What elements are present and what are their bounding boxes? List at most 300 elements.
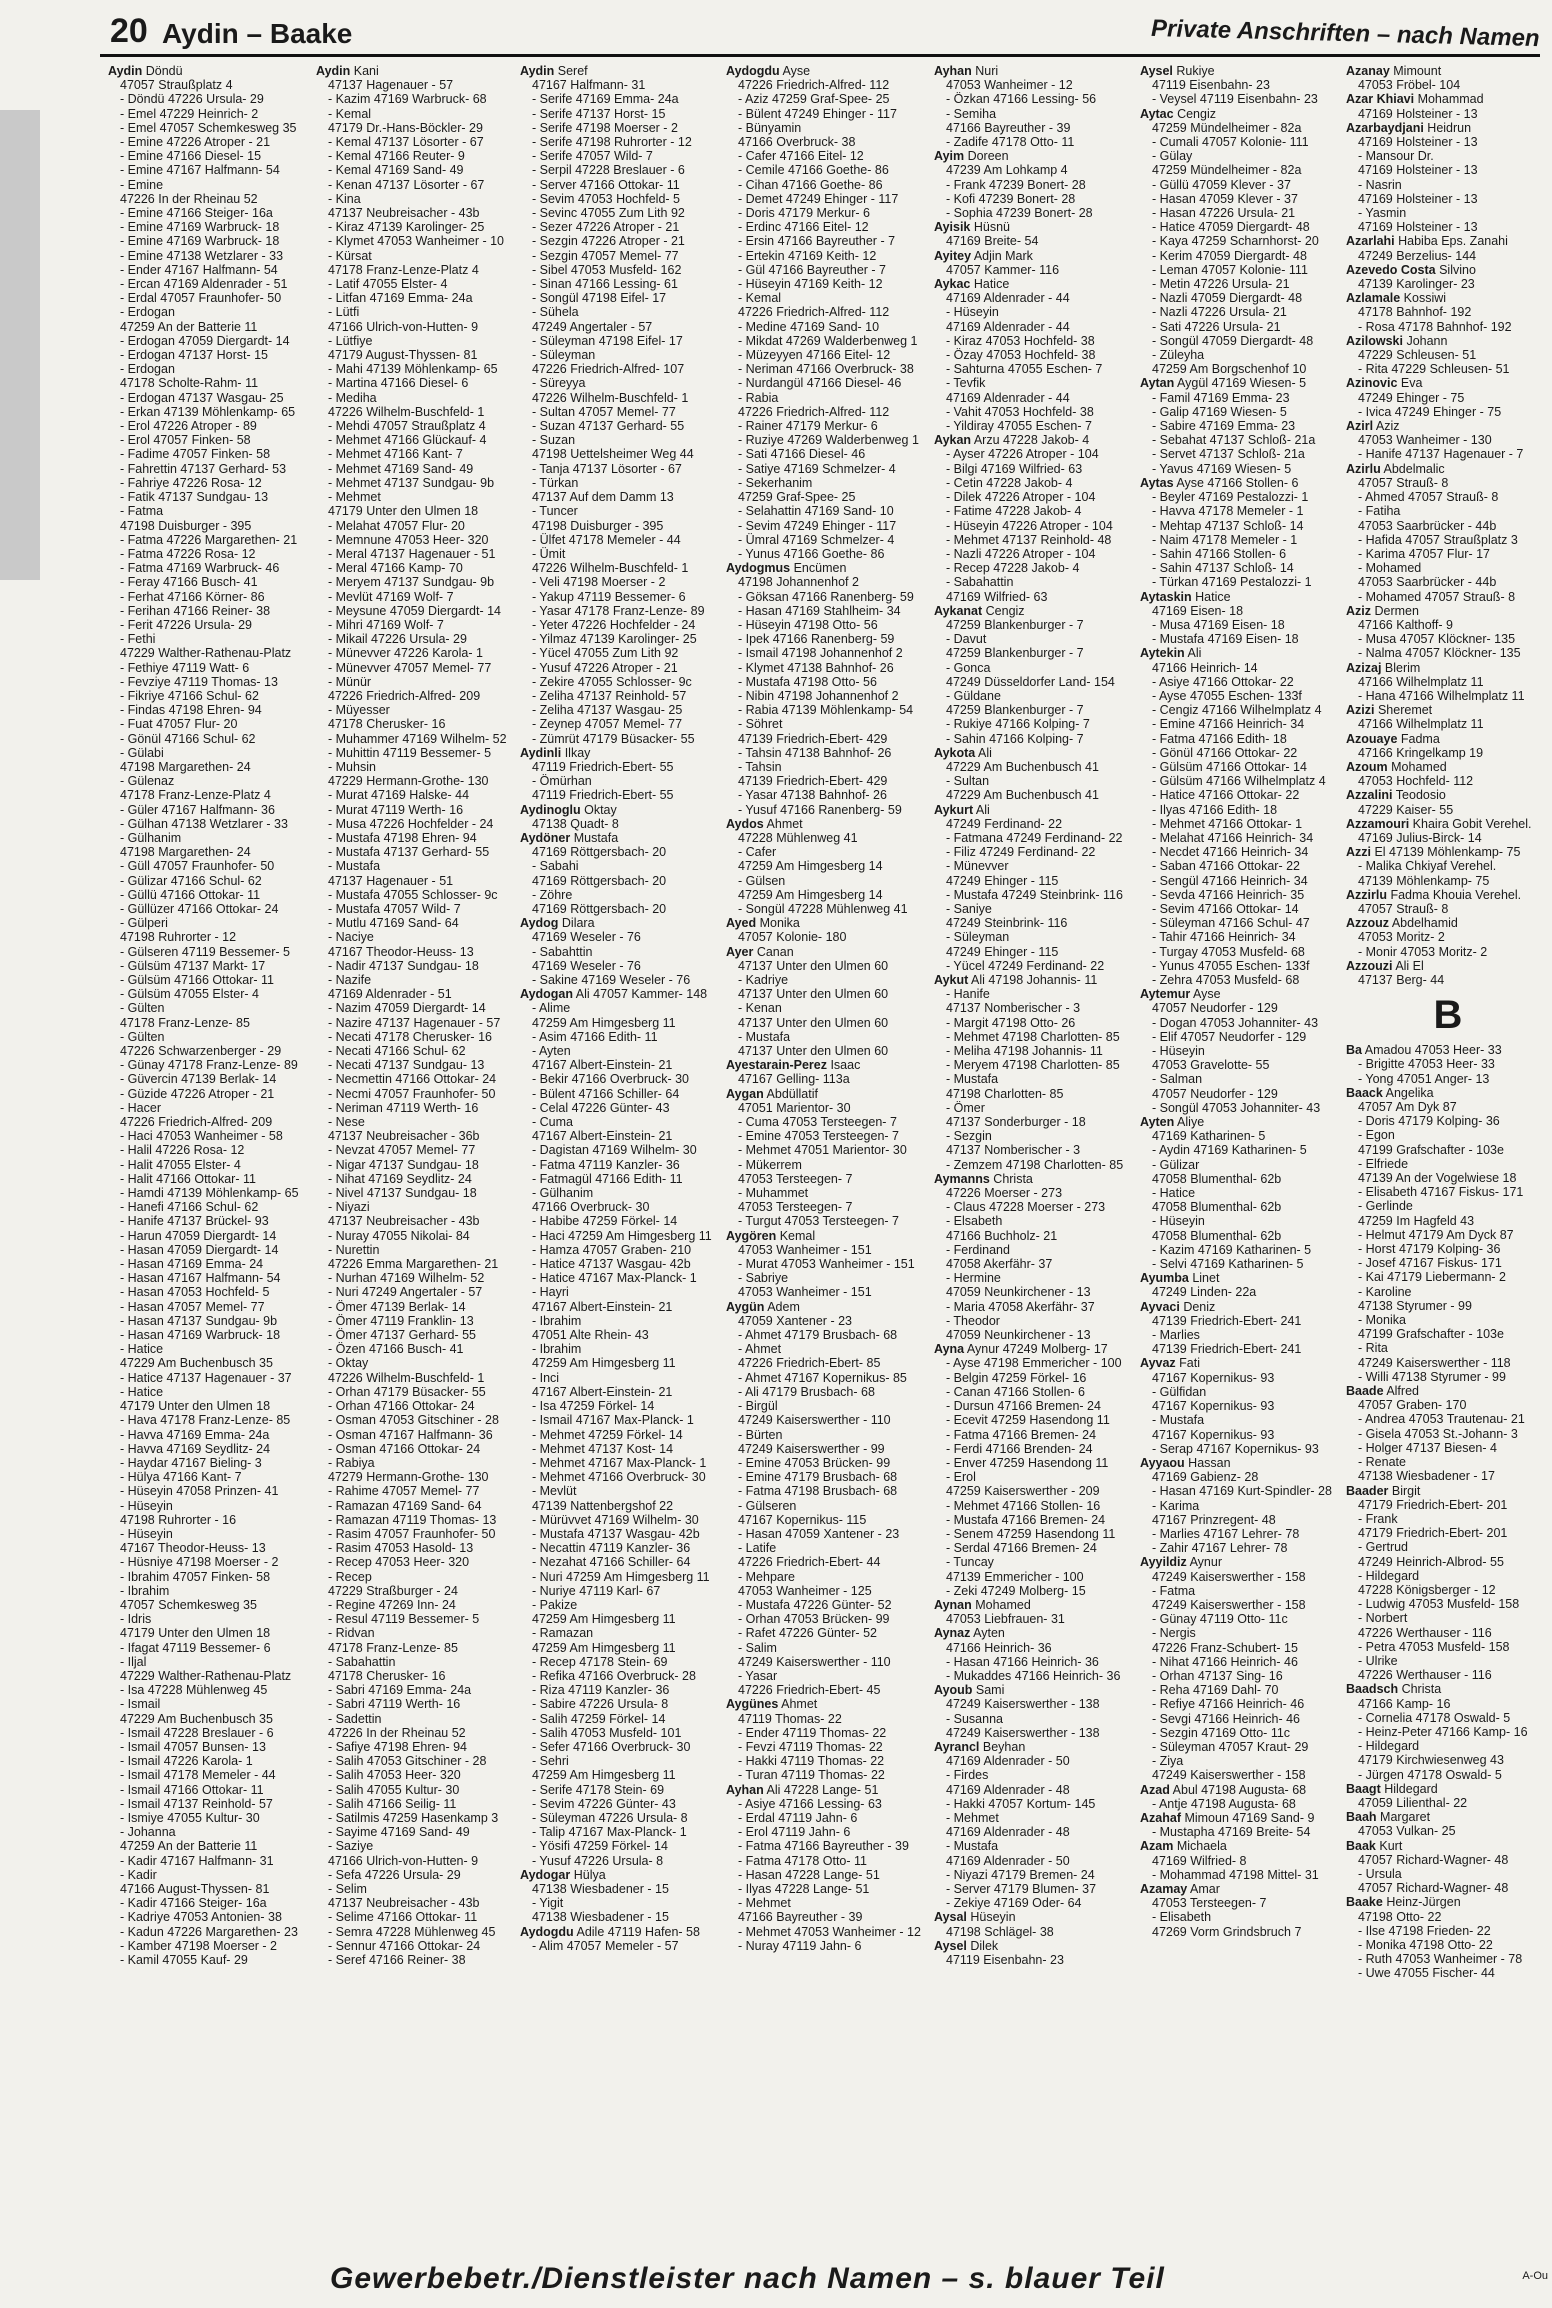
directory-line: - Hanife 47137 Brückel- 93	[120, 1214, 269, 1229]
directory-line: 47229 Am Buchenbusch 41	[946, 788, 1099, 803]
directory-line: - Birgül	[738, 1399, 778, 1414]
directory-line: - Hamza 47057 Graben- 210	[532, 1242, 692, 1257]
directory-line: - Mikdat 47269 Walderbenweg 1	[738, 333, 918, 348]
directory-line: 47057 Kolonie- 180	[738, 930, 847, 945]
directory-line: - Sabahattin	[946, 575, 1014, 590]
directory-line: - Cengiz 47166 Wilhelmplatz 4	[1152, 703, 1322, 718]
directory-line: - Sultan	[946, 774, 990, 789]
directory-line: - Mehmet	[946, 1810, 999, 1825]
directory-line: - Havva 47178 Memeler - 1	[1152, 504, 1304, 519]
directory-line: 47167 Albert-Einstein- 21	[532, 1058, 673, 1073]
directory-line: 47058 Akerfähr- 37	[946, 1257, 1053, 1272]
directory-line: 47166 Ulrich-von-Hutten- 9	[328, 1853, 479, 1868]
directory-line: - Recep	[328, 1569, 372, 1584]
directory-line: - Ahmed 47057 Strauß- 8	[1358, 490, 1499, 505]
directory-line: - Fevziye 47119 Thomas- 13	[120, 674, 278, 689]
directory-line: - Gerlinde	[1358, 1199, 1413, 1214]
surname: Aygün	[726, 1299, 765, 1314]
directory-line: - Mehmet 47137 Sundgau- 9b	[328, 475, 495, 490]
directory-line: - Ismail 47226 Karola- 1	[120, 1754, 253, 1769]
directory-line: - Mehmet 47166 Kant- 7	[328, 447, 463, 462]
directory-line: - Ilse 47198 Frieden- 22	[1358, 1923, 1491, 1938]
directory-line: - Erdinc 47166 Eitel- 12	[738, 220, 869, 235]
directory-line: 47259 An der Batterie 11	[120, 319, 258, 334]
surname: Azlamale	[1346, 291, 1401, 306]
directory-line: - Elisabeth	[1152, 1910, 1212, 1925]
directory-column	[108, 64, 312, 2244]
directory-line: - Satiye 47169 Schmelzer- 4	[738, 461, 896, 476]
directory-line: - Ilyas 47228 Lange- 51	[738, 1882, 870, 1896]
surname-entry: Aygören Kemal	[726, 1228, 816, 1243]
directory-line: 47169 Wilfried- 63	[946, 589, 1048, 604]
surname-entry: Aydogdu Adile 47119 Hafen- 58	[520, 1924, 700, 1939]
directory-line: 47053 Wanheimer - 125	[738, 1583, 872, 1598]
directory-line: - Sahin 47137 Schloß- 14	[1152, 561, 1294, 576]
directory-line: - Hüseyin 47198 Otto- 56	[738, 617, 878, 632]
directory-line: - Sabire 47169 Emma- 23	[1152, 419, 1296, 434]
directory-line: - Erdogan 47137 Horst- 15	[120, 348, 269, 363]
directory-line: - Davut	[946, 632, 987, 647]
directory-column	[1346, 64, 1550, 2244]
directory-line: - Sennur 47166 Ottokar- 24	[328, 1938, 481, 1953]
directory-line: - Niyazi 47179 Bremen- 24	[946, 1867, 1095, 1882]
surname-entry: Baah Margaret	[1346, 1810, 1431, 1825]
directory-line: - Erol 47119 Jahn- 6	[738, 1825, 851, 1840]
directory-line: 47179 Unter den Ulmen 18	[328, 504, 479, 519]
directory-line: - Sezgin 47169 Otto- 11c	[1152, 1725, 1291, 1740]
directory-line: - Mehmet 47137 Kost- 14	[532, 1441, 674, 1456]
directory-line: - Hatice	[1152, 1186, 1196, 1201]
directory-line: - Salim	[738, 1640, 777, 1655]
page-header	[100, 8, 1540, 57]
directory-line: 47053 Liebfrauen- 31	[946, 1612, 1065, 1627]
directory-line: - Monika	[1358, 1313, 1406, 1328]
directory-line: 47169 Aldenrader - 44	[946, 390, 1070, 405]
directory-line: - Emine 47053 Brücken- 99	[738, 1455, 891, 1470]
directory-line: - Mehmet 47051 Marientor- 30	[738, 1143, 907, 1158]
directory-line: - Serife 47198 Ruhrorter - 12	[532, 135, 692, 150]
directory-line: - Osman 47053 Gitschiner - 28	[328, 1413, 499, 1428]
surname: Aykut	[934, 973, 969, 987]
directory-line: 47229 Schleusen- 51	[1358, 348, 1477, 363]
surname: Aytan	[1140, 376, 1175, 391]
directory-line: - Muhammer 47169 Wilhelm- 52	[328, 731, 507, 746]
directory-line: 47249 Kaiserswerther - 158	[1152, 1569, 1306, 1584]
directory-line: - Sinan 47166 Lessing- 61	[532, 277, 678, 292]
directory-line: - Naciye	[328, 930, 374, 945]
directory-line: - Server 47179 Blumen- 37	[946, 1882, 1097, 1896]
directory-line: 47249 Steinbrink- 116	[946, 916, 1068, 931]
directory-line: - Fethiye 47119 Watt- 6	[120, 660, 250, 675]
directory-line: - Sevinc 47055 Zum Lith 92	[532, 206, 685, 221]
directory-line: 47229 Am Buchenbusch 35	[120, 1356, 273, 1371]
surname: Aydogdu	[726, 64, 780, 78]
directory-line: - Cornelia 47178 Oswald- 5	[1358, 1710, 1511, 1725]
directory-line: - Fatma 47226 Rosa- 12	[120, 546, 256, 561]
directory-line: - Nihat 47169 Seydlitz- 24	[328, 1171, 472, 1186]
directory-line: - Yasmin	[1358, 206, 1407, 221]
directory-line: - Mehmet 47166 Glückauf- 4	[328, 433, 487, 448]
directory-line: - Nezahat 47166 Schiller- 64	[532, 1555, 691, 1570]
directory-line: - Meral 47166 Kamp- 70	[328, 561, 463, 576]
surname: Aysel	[1140, 64, 1173, 78]
directory-line: - Tahsin	[738, 759, 782, 774]
directory-line: - Ipek 47166 Ranenberg- 59	[738, 632, 895, 647]
directory-line: 47166 Wilhelmplatz 11	[1358, 717, 1484, 732]
directory-line: - Renate	[1358, 1455, 1406, 1470]
directory-line: - Senem 47259 Hasendong 11	[946, 1526, 1116, 1541]
directory-line: - Jürgen 47178 Oswald- 5	[1358, 1767, 1502, 1782]
directory-line: - Asim 47166 Edith- 11	[532, 1029, 658, 1044]
directory-line: - Süleyman	[532, 348, 596, 363]
directory-line: - Ersin 47166 Bayreuther - 7	[738, 234, 896, 249]
directory-line: - Gülizar 47166 Schul- 62	[120, 873, 262, 888]
directory-line: - Firdes	[946, 1768, 989, 1783]
directory-line: - Ömürhan	[532, 774, 592, 789]
directory-line: - Yunus 47055 Eschen- 133f	[1152, 958, 1310, 973]
directory-line: - Emine 47138 Wetzlarer - 33	[120, 248, 284, 263]
directory-line: - Rafet 47226 Günter- 52	[738, 1626, 877, 1641]
directory-line: - Refika 47166 Overbruck- 28	[532, 1668, 696, 1683]
directory-line: - Melahat 47166 Heinrich- 34	[1152, 830, 1314, 845]
directory-line: 47166 Kalthoff- 9	[1358, 617, 1453, 632]
directory-line: - Zeki 47249 Molberg- 15	[946, 1583, 1086, 1598]
directory-line: - Mustafa 47226 Günter- 52	[738, 1597, 892, 1612]
directory-line: - Idris	[120, 1612, 152, 1627]
directory-line: 47057 Neudorfer - 129	[1152, 1086, 1278, 1101]
directory-line: - Nuriye 47119 Karl- 67	[532, 1583, 661, 1598]
directory-line: - Ismail 47166 Ottokar- 11	[120, 1782, 264, 1797]
directory-line: - Hanife	[946, 987, 990, 1002]
directory-line: - Elif 47057 Neudorfer - 129	[1152, 1029, 1307, 1044]
directory-line: - Nibin 47198 Johannenhof 2	[738, 688, 899, 703]
surname: Aydin	[316, 64, 351, 78]
surname-entry: Aydos Ahmet	[726, 816, 803, 831]
directory-line: - Ender 47119 Thomas- 22	[738, 1725, 887, 1740]
directory-line: 47137 Unter den Ulmen 60	[738, 987, 889, 1002]
directory-line: - Galip 47169 Wiesen- 5	[1152, 404, 1287, 419]
directory-line: - Muhsin	[328, 759, 376, 774]
directory-line: - Kemal	[738, 291, 782, 306]
directory-line: - Ilyas 47166 Edith- 18	[1152, 802, 1278, 817]
directory-line: - Josef 47167 Fiskus- 171	[1358, 1256, 1502, 1271]
surname-entry: Aykut Ali 47198 Johannis- 11	[934, 973, 1098, 987]
directory-line: - Mikail 47226 Ursula- 29	[328, 632, 467, 647]
directory-line: - Mediha	[328, 390, 377, 405]
directory-line: 47249 Kaiserswerther - 99	[738, 1441, 885, 1456]
directory-line: - Ismail 47178 Memeler - 44	[120, 1768, 276, 1783]
directory-line: - Gülten	[120, 1029, 165, 1044]
directory-line: - Norbert	[1358, 1611, 1408, 1626]
surname-entry: Aytas Ayse 47166 Stollen- 6	[1140, 475, 1299, 490]
surname: Aydin	[108, 64, 143, 78]
directory-line: 47226 Friedrich-Alfred- 209	[120, 1115, 273, 1130]
directory-line: 47226 Friedrich-Alfred- 209	[328, 688, 481, 703]
directory-line: - Necmi 47057 Fraunhofer- 50	[328, 1086, 496, 1101]
directory-line: 47167 Albert-Einstein- 21	[532, 1129, 673, 1144]
directory-line: - Ayser 47226 Atroper - 104	[946, 447, 1099, 462]
directory-line: 47198 Otto- 22	[1358, 1909, 1442, 1924]
directory-line: - Hüseyin	[1152, 1214, 1205, 1229]
surname: Baake	[1346, 1895, 1383, 1910]
directory-line: - Fahriye 47226 Rosa- 12	[120, 475, 262, 490]
directory-line: - Naim 47178 Memeler - 1	[1152, 532, 1298, 547]
directory-line: 47169 Holsteiner - 13	[1358, 135, 1478, 150]
surname: Aydos	[726, 816, 764, 831]
directory-line: - Fevzi 47119 Thomas- 22	[738, 1739, 883, 1754]
directory-line: 47119 Friedrich-Ebert- 55	[532, 788, 674, 803]
directory-line: - Erdogan 47137 Wasgau- 25	[120, 390, 284, 405]
directory-line: - Gülseren 47119 Bessemer- 5	[120, 944, 290, 959]
directory-line: - Türkan 47169 Pestalozzi- 1	[1152, 575, 1312, 590]
surname-entry: Ayvaz Fati	[1140, 1356, 1200, 1371]
surname-entry: Aziz Dermen	[1346, 603, 1419, 618]
surname: Azzamouri	[1346, 816, 1410, 831]
surname-entry: Aykota Ali	[934, 745, 992, 760]
directory-line: - Güzide 47226 Atroper - 21	[120, 1086, 275, 1101]
directory-line: - Semra 47228 Mühlenweg 45	[328, 1924, 496, 1939]
directory-line: - Ruziye 47269 Walderbenweg 1	[738, 433, 919, 448]
directory-line: - Gönül 47166 Ottokar- 22	[1152, 745, 1298, 760]
directory-line: - Kemal 47166 Reuter- 9	[328, 149, 465, 164]
directory-line: - Resul 47119 Bessemer- 5	[328, 1612, 480, 1627]
directory-line: 47138 Styrumer - 99	[1358, 1298, 1472, 1313]
directory-line: - Sebahat 47137 Schloß- 21a	[1152, 433, 1316, 448]
directory-line: 47259 Am Himgesberg 14	[738, 887, 883, 902]
directory-line: - Melahat 47057 Flur- 20	[328, 518, 465, 533]
surname-entry: Azirl Aziz	[1346, 419, 1400, 434]
directory-line: 47166 August-Thyssen- 81	[120, 1882, 270, 1896]
directory-line: - Metin 47226 Ursula- 21	[1152, 277, 1290, 292]
surname-entry: Aytan Aygül 47169 Wiesen- 5	[1140, 376, 1307, 391]
directory-line: 47139 Friedrich-Ebert- 241	[1152, 1342, 1302, 1357]
directory-line: 47226 Friedrich-Alfred- 112	[738, 305, 890, 320]
directory-line: - Nazire 47137 Hagenauer - 57	[328, 1015, 501, 1030]
directory-line: - Yeter 47226 Hochfelder - 24	[532, 617, 696, 632]
directory-line: - Erol 47226 Atroper - 89	[120, 419, 257, 434]
directory-line: - Havva 47169 Emma- 24a	[120, 1427, 270, 1442]
directory-line: - Hakki 47057 Kortum- 145	[946, 1796, 1096, 1811]
directory-line: - Ludwig 47053 Musfeld- 158	[1358, 1597, 1520, 1612]
directory-line: - Mustafa	[738, 1029, 791, 1044]
directory-line: - Cemile 47166 Goethe- 86	[738, 163, 889, 178]
directory-line: - Sezgin 47226 Atroper - 21	[532, 234, 685, 249]
directory-line: - Hatice	[120, 1384, 164, 1399]
directory-line: - Nurettin	[328, 1242, 380, 1257]
directory-line: - Emine 47167 Halfmann- 54	[120, 163, 280, 178]
directory-line: - Musa 47226 Hochfelder - 24	[328, 816, 494, 831]
directory-line: 47167 Kopernikus- 93	[1152, 1399, 1275, 1414]
surname: Aykota	[934, 745, 976, 760]
directory-line: - Brigitte 47053 Heer- 33	[1358, 1057, 1495, 1072]
directory-line: - Süleyman 47166 Schul- 47	[1152, 916, 1310, 931]
directory-line: 47179 Friedrich-Ebert- 201	[1358, 1497, 1508, 1512]
directory-line: - Canan 47166 Stollen- 6	[946, 1384, 1085, 1399]
surname-entry: Azinovic Eva	[1346, 376, 1423, 391]
surname-entry: Ayten Aliye	[1140, 1115, 1205, 1130]
directory-line: - Sayime 47169 Sand- 49	[328, 1825, 470, 1840]
directory-line: 47179 Unter den Ulmen 18	[120, 1626, 271, 1641]
directory-line: - Sakine 47169 Weseler - 76	[532, 973, 691, 987]
surname: Aytac	[1140, 106, 1174, 121]
directory-line: - Maria 47058 Akerfähr- 37	[946, 1299, 1095, 1314]
directory-line: - Kadir 47167 Halfmann- 31	[120, 1853, 274, 1868]
directory-line: - Özkan 47166 Lessing- 56	[946, 92, 1097, 107]
directory-line: - Ümral 47169 Schmelzer- 4	[738, 532, 895, 547]
directory-line: - Ismail 47167 Max-Planck- 1	[532, 1413, 694, 1428]
directory-line: - Nihat 47166 Heinrich- 46	[1152, 1654, 1298, 1669]
directory-line: - Yakup 47119 Bessemer- 6	[532, 589, 686, 604]
directory-line: - Dilek 47226 Atroper - 104	[946, 490, 1096, 505]
directory-line: - Salih 47053 Gitschiner - 28	[328, 1754, 487, 1769]
directory-line: - Gönül 47166 Schul- 62	[120, 731, 256, 746]
directory-line: 47057 Graben- 170	[1358, 1398, 1467, 1413]
directory-line: - Niyazi	[328, 1200, 370, 1215]
directory-line: - Orhan 47053 Brücken- 99	[738, 1612, 890, 1627]
directory-line: 47137 Neubreisacher - 43b	[328, 1214, 480, 1229]
directory-line: 47139 Karolinger- 23	[1358, 277, 1475, 292]
directory-line: - Hanife 47137 Hagenauer - 7	[1358, 447, 1524, 462]
surname-entry: Azar Khiavi Mohammad	[1346, 92, 1484, 107]
directory-line: - Gülfidan	[1152, 1384, 1207, 1399]
directory-line: - Kemal	[328, 106, 372, 121]
surname: Aytas	[1140, 475, 1174, 490]
directory-line: - Necattin 47119 Kanzler- 36	[532, 1541, 691, 1556]
directory-line: 47057 Straußplatz 4	[120, 78, 233, 93]
directory-line: - Münevver 47057 Memel- 77	[328, 660, 492, 675]
directory-line: 47138 Wiesbadener - 17	[1358, 1469, 1495, 1484]
directory-line: 47259 Mündelheimer - 82a	[1152, 163, 1302, 178]
directory-line: - Emine 47166 Heinrich- 34	[1152, 717, 1305, 732]
directory-line: - Süleyman 47057 Kraut- 29	[1152, 1739, 1309, 1754]
directory-line: - Sezer 47226 Atroper - 21	[532, 220, 680, 235]
directory-line: - Ercan 47169 Aldenrader - 51	[120, 277, 288, 292]
directory-line: - Musa 47057 Klöckner- 135	[1358, 632, 1516, 647]
directory-line: - Isa 47259 Förkel- 14	[532, 1399, 655, 1414]
directory-line: 47259 Am Himgesberg 11	[532, 1612, 676, 1627]
directory-line: - Recep 47053 Heer- 320	[328, 1555, 470, 1570]
directory-line: - Mustafa 47055 Schlosser- 9c	[328, 887, 498, 902]
directory-line: - Sevda 47166 Heinrich- 35	[1152, 887, 1305, 902]
directory-line: 47228 Königsberger - 12	[1358, 1582, 1496, 1597]
directory-line: - Kamber 47198 Moerser - 2	[120, 1938, 278, 1953]
surname-entry: Azam Michaela	[1140, 1839, 1227, 1854]
directory-line: - Kadriye	[738, 973, 789, 987]
directory-line: - Nurhan 47169 Wilhelm- 52	[328, 1271, 485, 1286]
directory-line: - Gülsen	[738, 873, 786, 888]
directory-line: - Kadriye 47053 Antonien- 38	[120, 1910, 282, 1925]
directory-line: 47053 Wanheimer - 12	[946, 78, 1073, 93]
directory-line: - Ramazan	[532, 1626, 594, 1641]
surname: Aydinli	[520, 745, 562, 760]
directory-line: - Erdogan	[120, 362, 175, 377]
directory-line: 47167 Kopernikus- 93	[1152, 1370, 1275, 1385]
surname-entry: Azzouzi Ali El	[1346, 958, 1424, 973]
directory-line: - Zahir 47167 Lehrer- 78	[1152, 1541, 1288, 1556]
surname: Aygan	[726, 1086, 764, 1101]
directory-line: - Gülsüm 47166 Wilhelmplatz 4	[1152, 774, 1326, 789]
directory-line: - Bürten	[738, 1427, 783, 1442]
surname-entry: Ayestarain-Perez Isaac	[726, 1058, 861, 1073]
directory-line: 47167 Halfmann- 31	[532, 78, 646, 93]
directory-line: - Mehmet 47169 Sand- 49	[328, 461, 474, 476]
surname: Ayyildiz	[1140, 1555, 1187, 1570]
surname-entry: Aynaz Ayten	[934, 1626, 1005, 1641]
surname-entry: Ayumba Linet	[1140, 1271, 1220, 1286]
directory-line: - Mevlüt 47169 Wolf- 7	[328, 589, 454, 604]
directory-line: - Hasan 47053 Hochfeld- 5	[120, 1285, 270, 1300]
directory-line: - Kiraz 47139 Karolinger- 25	[328, 220, 485, 235]
directory-line: 47139 Friedrich-Ebert- 241	[1152, 1313, 1302, 1328]
directory-line: - Zeynep 47057 Memel- 77	[532, 717, 683, 732]
directory-line: 47139 Friedrich-Ebert- 429	[738, 774, 888, 789]
directory-line: 47228 Mühlenweg 41	[738, 830, 858, 845]
surname: Aziz	[1346, 603, 1371, 618]
directory-line: - Iljal	[120, 1654, 147, 1669]
directory-line: - Nazli 47226 Ursula- 21	[1152, 305, 1287, 320]
surname: Ayer	[726, 944, 754, 959]
directory-line: - Mustafa 47137 Wasgau- 42b	[532, 1526, 700, 1541]
directory-line: - Yigit	[532, 1896, 564, 1911]
surname-entry: Aydog Dilara	[520, 916, 595, 931]
directory-line: 47249 Angertaler - 57	[532, 319, 653, 334]
directory-line: - Neriman 47119 Werth- 16	[328, 1100, 479, 1115]
directory-line: - Servet 47137 Schloß- 21a	[1152, 447, 1305, 462]
directory-line: - Tuncay	[946, 1555, 994, 1570]
directory-line: - Nalma 47057 Klöckner- 135	[1358, 646, 1521, 661]
surname-entry: Azilowski Johann	[1346, 333, 1448, 348]
directory-line: - Turgay 47053 Musfeld- 68	[1152, 944, 1305, 959]
directory-line: 47053 Moritz- 2	[1358, 930, 1445, 945]
directory-line: 47119 Eisenbahn- 23	[1152, 78, 1270, 93]
surname-entry: Ayrancl Beyhan	[934, 1739, 1026, 1754]
directory-line: 47053 Tersteegen- 7	[738, 1200, 853, 1215]
surname: Azzirlu	[1346, 887, 1387, 902]
directory-line: 47259 Graf-Spee- 25	[738, 490, 856, 505]
directory-line: 47053 Wanheimer - 130	[1358, 433, 1492, 448]
directory-line: - Monir 47053 Moritz- 2	[1358, 944, 1488, 959]
directory-line: - Zümrüt 47179 Büsacker- 55	[532, 731, 695, 746]
directory-line: - Havva 47169 Seydlitz- 24	[120, 1441, 271, 1456]
directory-line: 47229 Straßburger - 24	[328, 1583, 458, 1598]
surname: Azarlahi	[1346, 234, 1395, 249]
surname-entry: Aynan Mohamed	[934, 1597, 1031, 1612]
surname: Aytekin	[1140, 646, 1185, 661]
directory-line: - Ahmet 47167 Kopernikus- 85	[738, 1370, 907, 1385]
directory-line: - Mehpare	[738, 1569, 795, 1584]
directory-line: - Hasan 47059 Xantener - 23	[738, 1526, 900, 1541]
directory-line: - Cihan 47166 Goethe- 86	[738, 177, 883, 192]
directory-line: 47137 Berg- 44	[1358, 973, 1445, 987]
directory-line: - Halil 47226 Rosa- 12	[120, 1143, 245, 1158]
directory-line: - Bilgi 47169 Wilfried- 63	[946, 461, 1083, 476]
directory-line: 47167 Kopernikus- 93	[1152, 1427, 1275, 1442]
surname-entry: Aygan Abdüllatif	[726, 1086, 818, 1101]
directory-line: - Hülya 47166 Kant- 7	[120, 1470, 242, 1485]
directory-line: - Hasan 47137 Sundgau- 9b	[120, 1313, 278, 1328]
directory-line: - Orhan 47166 Ottokar- 24	[328, 1399, 475, 1414]
directory-line: 47167 Albert-Einstein- 21	[532, 1384, 673, 1399]
directory-line: 47057 Strauß- 8	[1358, 475, 1449, 490]
section-letter: B	[1433, 993, 1463, 1038]
directory-line: - Ferihan 47166 Reiner- 38	[120, 603, 271, 618]
directory-line: 47169 Röttgersbach- 20	[532, 901, 667, 916]
directory-line: - Bülent 47166 Schiller- 64	[532, 1086, 680, 1101]
directory-line: - Nurdangül 47166 Diesel- 46	[738, 376, 902, 391]
surname: Aykan	[934, 433, 972, 448]
directory-line: 47226 Schwarzenberger - 29	[120, 1044, 282, 1059]
directory-line: 47249 Kaiserswerther - 158	[1152, 1768, 1306, 1783]
